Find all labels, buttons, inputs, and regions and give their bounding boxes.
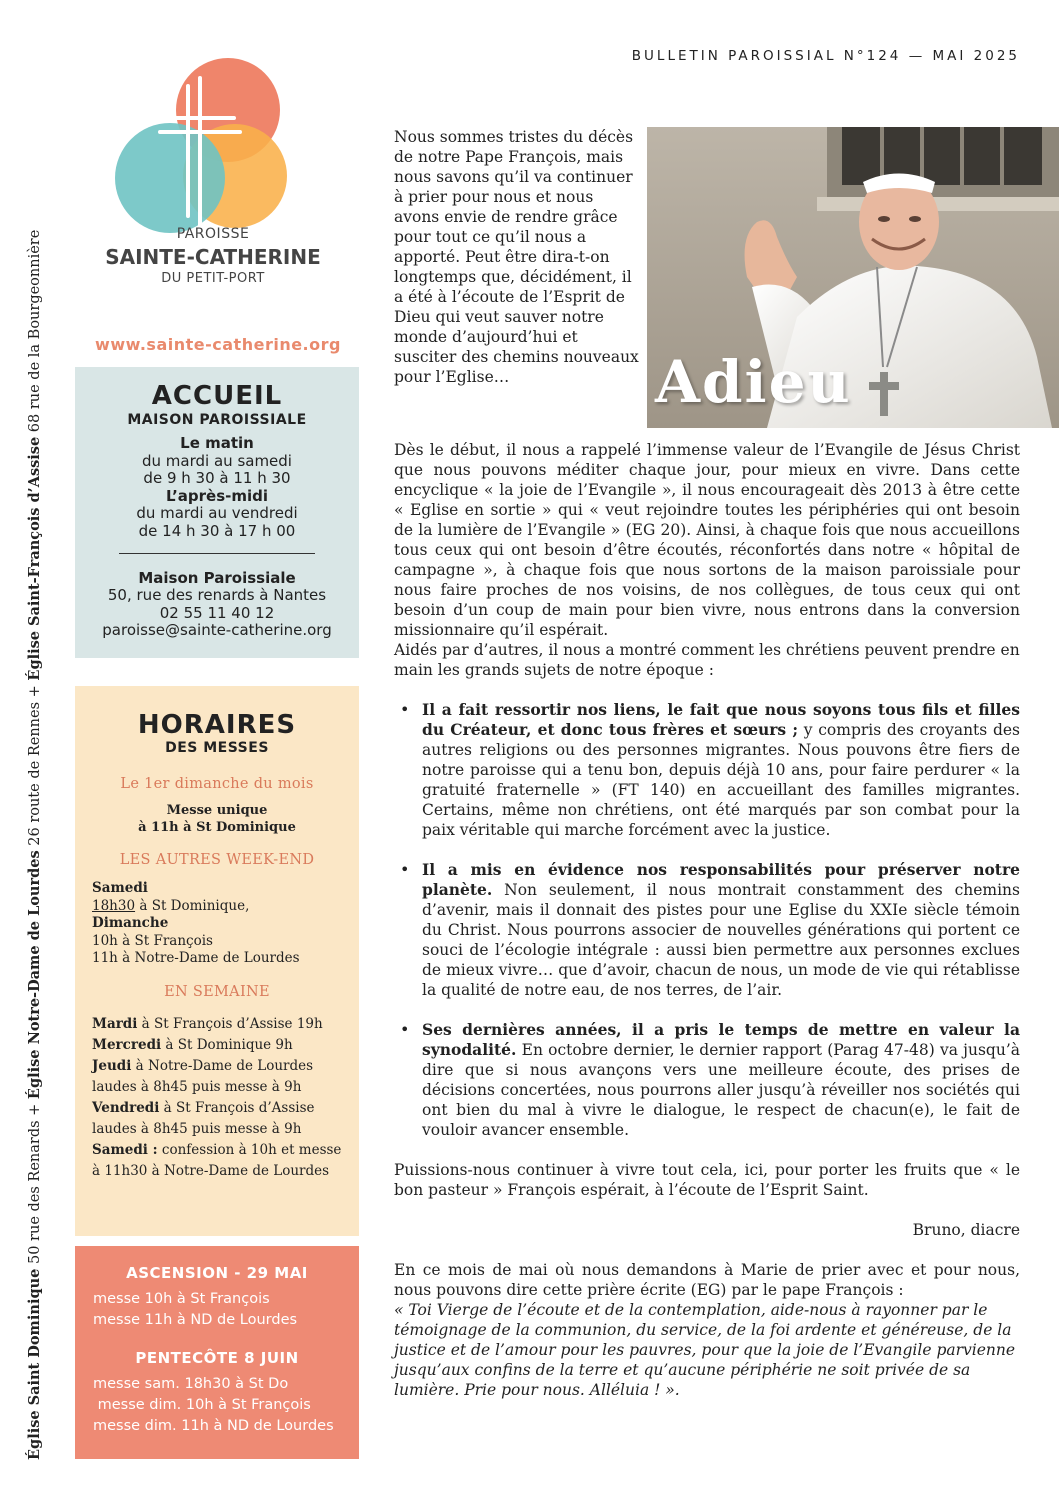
thursday-mass-detail: laudes à 8h45 puis messe à 9h (92, 1078, 302, 1095)
church-1-name: Église Saint Dominique (26, 1268, 43, 1460)
friday-mass: Vendredi à St François d’Assise (92, 1099, 315, 1116)
feasts-panel (75, 1246, 359, 1459)
spacer (394, 680, 1020, 700)
tuesday-mass: Mardi à St François d’Assise 19h (92, 1015, 323, 1032)
morning-label: Le matin (180, 434, 254, 452)
house-name: Maison Paroissiale (138, 568, 296, 587)
horaires-panel (75, 686, 359, 1236)
photo-caption: Adieu (655, 348, 852, 416)
article-paragraph-4: En ce mois de mai où nous demandons à Marie de prier avec et pour nous, nous pouvons dire cette prière écrite (EG) par le pape François : (394, 1261, 1020, 1299)
sunday-mass-1: 10h à St François (92, 932, 213, 949)
afternoon-hours: de 14 h 30 à 17 h 00 (138, 521, 296, 540)
weekend-heading: LES AUTRES WEEK-END (119, 852, 315, 868)
spacer (394, 840, 1020, 860)
logo-parish-name: SAINTE-CATHERINE (105, 245, 321, 269)
church-3-name: Église Saint-François d’Assise (26, 436, 43, 681)
pentecote-mass-2: messe dim. 10h à St François (93, 1397, 311, 1413)
church-2-name: Église Notre-Dame de Lourdes (26, 850, 43, 1100)
first-sunday-line1: Messe unique (166, 803, 268, 818)
first-sunday-heading: Le 1er dimanche du mois (120, 776, 314, 792)
spacer (394, 1200, 1020, 1220)
saturday-confession: Samedi : confession à 10h et messe (92, 1141, 342, 1158)
ascension-mass-2: messe 11h à ND de Lourdes (93, 1312, 298, 1328)
saturday-confession-detail: à 11h30 à Notre-Dame de Lourdes (92, 1162, 330, 1179)
afternoon-label: L’après-midi (165, 486, 269, 505)
accueil-subtitle: MAISON PAROISSIALE (127, 412, 307, 428)
bullet-liens: • Il a fait ressortir nos liens, le fait que nous soyons tous fils et filles du Créateur, et donc tous frères et sœurs ; y compris des croyants des autres religions ou des personnes migrantes. Nous pouvons être fiers de notre paroisse qui a tenu bon, depuis déjà 10 ans, pour faire perdurer « la gratuité fraternelle » (FT 140) en accueillant des familles migrantes. Certains, même non chrétiens, ont été marqués par son combat pour la paix véritable qui marche forcément avec la justice. (394, 700, 1020, 840)
friday-mass-detail: laudes à 8h45 puis messe à 9h (92, 1120, 302, 1137)
accueil-title: ACCUEIL (151, 381, 283, 411)
bulletin-header: BULLETIN PAROISSIAL N°124 — MAI 2025 (631, 48, 1020, 64)
church-3-address: 68 rue de la Bourgeonnière (27, 229, 43, 437)
logo-parish-place: DU PETIT-PORT (161, 271, 265, 286)
horaires-subtitle: DES MESSES (165, 740, 269, 756)
churches-side-text (26, 10, 56, 1460)
church-1-address: 50 rue des Renards + (27, 1099, 43, 1269)
sunday-mass-2: 11h à Notre-Dame de Lourdes (92, 950, 300, 966)
accueil-panel (75, 367, 359, 658)
house-email[interactable]: paroisse@sainte-catherine.org (102, 621, 332, 640)
logo-paroisse-label: PAROISSE (176, 226, 250, 242)
article-intro: Nous sommes tristes du décès de notre Pape François, mais nous savons qu’il va continuer à prier pour nous et nous avons envie de rendre grâce pour tout ce qu’il nous a apporté. Peut être dira-t-on longtemps que, décidément, il a été à l’écoute de l’Esprit de Dieu qui veut sauver notre monde d’aujourd’hui et susciter des chemins nouveaux pour l’Eglise… (394, 128, 639, 386)
wednesday-mass: Mercredi à St Dominique 9h (92, 1036, 293, 1053)
morning-days: du mardi au samedi (142, 451, 292, 470)
spacer (394, 1000, 1020, 1020)
pentecote-title: PENTECÔTE 8 JUIN (135, 1349, 299, 1367)
saturday-label: Samedi (92, 880, 148, 896)
pentecote-mass-3: messe dim. 11h à ND de Lourdes (93, 1418, 334, 1434)
horaires-title: HORAIRES (137, 710, 297, 740)
bullet-planete: • Il a mis en évidence nos responsabilités pour préserver notre planète. Non seulement, il nous montrait constamment des chemins d’avenir, mais il donnait des pistes pour une Eglise du XXIe siècle témoin du Christ. Nous pourrons associer de nouvelles générations qui portent ce souci de l’écologie intégrale : aussi bien permettre aux personnes exclues de mieux vivre… que d’avoir, chacun de nous, un mode de vie qui rétablisse la qualité de notre eau, de nos terres, de l’air. (394, 860, 1020, 1000)
article-signature: Bruno, diacre (912, 1221, 1020, 1239)
article-body (394, 440, 1020, 1400)
ascension-title: ASCENSION - 29 MAI (126, 1264, 308, 1282)
sunday-label: Dimanche (92, 915, 169, 931)
accueil-divider (119, 553, 315, 554)
first-sunday-line2: à 11h à St Dominique (138, 820, 296, 835)
bullet-synodalite: • Ses dernières années, il a pris le temps de mettre en valeur la synodalité. En octobre dernier, le dernier rapport (Parag 47-48) va jusqu’à dire que si nous avançons vers une meilleure écoute, des prises de décisions concertées, nous pourrons aller jusqu’à réveiller nos sociétés qui ont bien du mal à vivre le dialogue, le respect de chacun(e), le fait de vouloir avancer ensemble. (394, 1020, 1020, 1140)
afternoon-days: du mardi au vendredi (136, 504, 298, 523)
website-link[interactable]: www.sainte-catherine.org (95, 335, 341, 354)
article-paragraph-2: Aidés par d’autres, il nous a montré comment les chrétiens peuvent prendre en main les grands sujets de notre époque : (394, 641, 1020, 679)
church-2-address: 26 route de Rennes + (27, 680, 43, 851)
week-heading: EN SEMAINE (164, 983, 270, 1000)
ascension-mass-1: messe 10h à St François (93, 1291, 270, 1307)
spacer (394, 1140, 1020, 1160)
house-address: 50, rue des renards à Nantes (107, 586, 327, 605)
article-paragraph-3: Puissions-nous continuer à vivre tout cela, ici, pour porter les fruits que « le bon pasteur » François espérait, à l’écoute de l’Esprit Saint. (394, 1161, 1020, 1199)
pentecote-mass-1: messe sam. 18h30 à St Do (93, 1376, 289, 1392)
thursday-mass: Jeudi à Notre-Dame de Lourdes (92, 1057, 314, 1074)
spacer (394, 1240, 1020, 1260)
house-phone[interactable]: 02 55 11 40 12 (159, 603, 275, 622)
saturday-mass: 18h30 à St Dominique, (92, 897, 250, 914)
article-prayer: « Toi Vierge de l’écoute et de la contemplation, aide-nous à rayonner par le témoignage de la communion, du service, de la foi ardente et généreuse, de la justice et de l’amour pour les pauvres, pour que la joie de l’Evangile parvienne jusqu’aux confins de la terre et qu’aucune périphérie ne soit privée de sa lumière. Prie pour nous. Alléluia ! ». (394, 1301, 1016, 1399)
article-paragraph-1: Dès le début, il nous a rappelé l’immense valeur de l’Evangile de Jésus Christ que nous pouvons méditer chaque jour, pour mieux en vivre. Dans cette encyclique « la joie de l’Evangile », il nous encourageait dès 2013 à être cette « Eglise en sortie » qui « veut rejoindre toutes les périphéries qui ont besoin de la lumière de l’Evangile » (EG 20). Ainsi, à chaque fois que nous accueillons tous ceux qui ont besoin d’être écoutés, réconfortés dans notre « hôpital de campagne », à chaque fois que nous sortons de la maison paroissiale pour nous faire proches de nos voisins, de nos collègues, de tous ceux qui ont besoin d’un coup de main pour bien vivre, nous entrons dans la conversion missionnaire qu’il espérait. (394, 441, 1020, 639)
morning-hours: de 9 h 30 à 11 h 30 (143, 469, 291, 488)
